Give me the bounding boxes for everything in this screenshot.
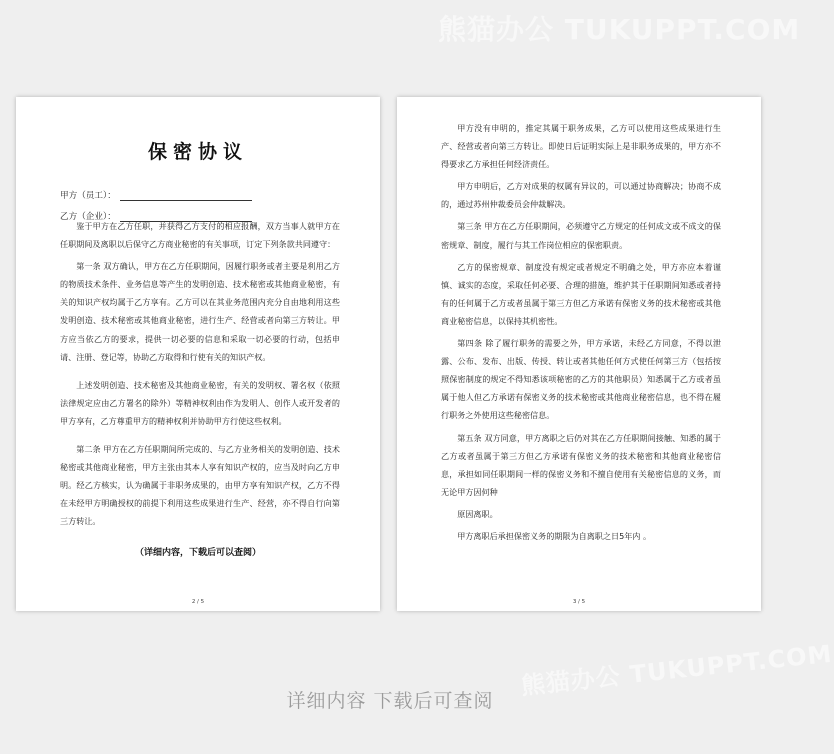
party-a-label: 甲方（员工）：	[60, 191, 116, 201]
party-a-field	[60, 189, 252, 201]
paragraph: 甲方没有申明的，推定其属于职务成果，乙方可以使用这些成果进行生产、经营或者向第三方转让。即使日后证明实际上是非职务成果的，甲方亦不得要求乙方承担任何经济责任。	[441, 123, 721, 170]
page-number: 3 / 5	[572, 599, 586, 605]
paragraph: 第二条 甲方在乙方任职期间所完成的、与乙方业务相关的发明创造、技术秘密或其他商业秘密，甲方主张由其本人享有知识产权的，应当及时向乙方申明。经乙方核实，认为确属于非职务成果的，由甲方享有知识产权，乙方不得在未经甲方明确授权的前提下利用这些成果进行生产、经营，亦不得自行向第三方转让。	[60, 444, 340, 527]
paragraph: 鉴于甲方在乙方任职，并获得乙方支付的相应报酬，双方当事人就甲方在任职期间及离职以后保守乙方商业秘密的有关事项，订定下列条款共同遵守：	[60, 221, 340, 250]
document-page-right	[397, 97, 761, 611]
paragraph: 甲方离职后承担保密义务的期限为自离职之日5年内 。	[457, 530, 652, 541]
footer-caption: 详细内容 下载后可查阅	[286, 690, 494, 712]
left-page-body	[60, 217, 340, 535]
download-note: （详细内容，下载后可以查阅）	[134, 548, 261, 558]
paragraph: 第四条 除了履行职务的需要之外，甲方承诺，未经乙方同意，不得以泄露、公布、发布、出版、传授、转让或者其他任何方式使任何第三方（包括按照保密制度的规定不得知悉该项秘密的乙方的其他职员）知悉属于乙方或者虽属于他人但乙方承诺有保密义务的技术秘密或其他商业秘密信息，也不得在履行职务之外使用这些秘密信息。	[441, 338, 721, 421]
paragraph: 第三条 甲方在乙方任职期间，必须遵守乙方规定的任何成文或不成文的保密规章、制度，履行与其工作岗位相应的保密职责。	[441, 221, 721, 250]
right-page-body	[441, 119, 721, 549]
paragraph: 第一条 双方确认，甲方在乙方任职期间，因履行职务或者主要是利用乙方的物质技术条件、业务信息等产生的发明创造、技术秘密或其他商业秘密，有关的知识产权均属于乙方享有。乙方可以在其业务范围内充分自由地利用这些发明创造、技术秘密或其他商业秘密，进行生产、经营或者向第三方转让。甲方应当依乙方的要求，提供一切必要的信息和采取一切必要的行动，包括申请、注册、登记等，协助乙方取得和行使有关的知识产权。	[60, 261, 340, 362]
watermark: 熊猫办公 TUKUPPT.COM	[438, 13, 801, 46]
page-number: 2 / 5	[191, 599, 205, 605]
watermark: 熊猫办公 TUKUPPT.COM	[519, 639, 834, 701]
paragraph: 第五条 双方同意，甲方离职之后仍对其在乙方任职期间接触、知悉的属于乙方或者虽属于第三方但乙方承诺有保密义务的技术秘密和其他商业秘密信息，承担如同任职期间一样的保密义务和不擅自使用有关秘密信息的义务，而无论甲方因何种	[441, 432, 721, 497]
party-a-blank-line	[120, 190, 252, 201]
paragraph: 原因离职。	[457, 508, 498, 519]
party-b-label: 乙方（企业）：	[60, 212, 116, 222]
document-title: 保密协议	[147, 141, 248, 163]
document-page-left	[16, 97, 380, 611]
paragraph: 甲方申明后，乙方对成果的权属有异议的，可以通过协商解决；协商不成的，通过苏州仲裁委员会仲裁解决。	[441, 181, 721, 210]
paragraph: 上述发明创造、技术秘密及其他商业秘密，有关的发明权、署名权（依照法律规定应由乙方署名的除外）等精神权利由作为发明人、创作人或开发者的甲方享有，乙方尊重甲方的精神权利并协助甲方行使这些权利。	[60, 379, 340, 426]
paragraph: 乙方的保密规章、制度没有规定或者规定不明确之处，甲方亦应本着谨慎、诚实的态度，采取任何必要、合理的措施，维护其于任职期间知悉或者持有的任何属于乙方或者虽属于第三方但乙方承诺有保密义务的技术秘密或其他商业秘密信息，以保持其机密性。	[441, 261, 721, 326]
